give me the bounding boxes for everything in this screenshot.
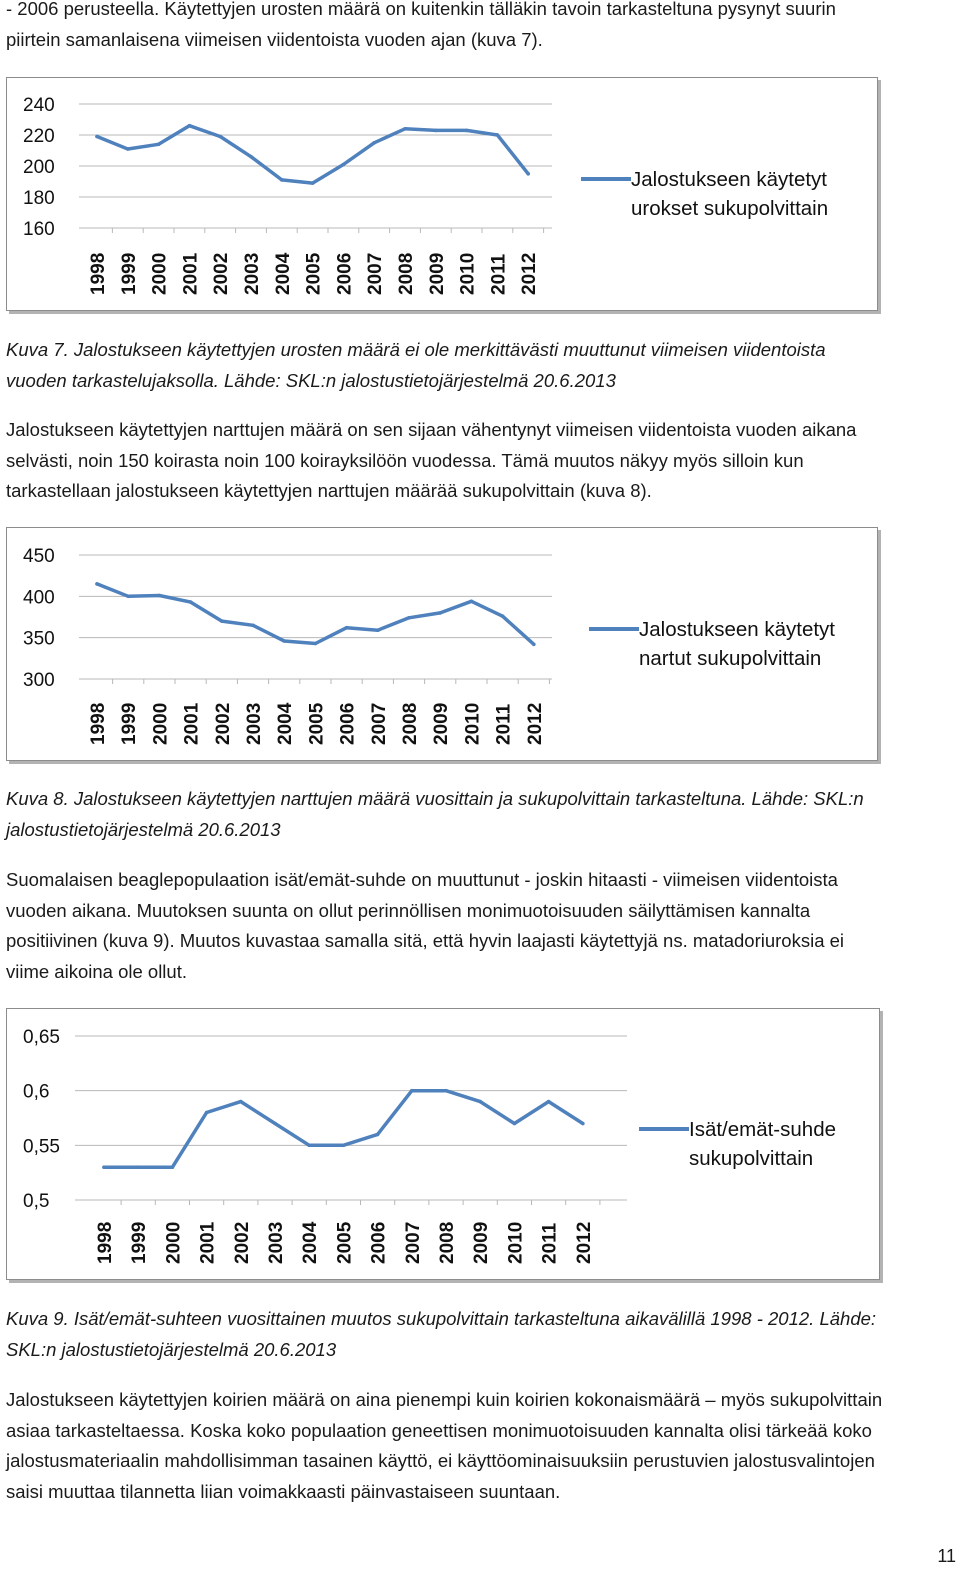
intro-paragraph bbox=[6, 0, 956, 55]
para3-line-3: positiivinen (kuva 9). Muutos kuvastaa samalla sitä, että hyvin laajasti käytettyjä ns. matadoriuroksia ei bbox=[6, 930, 845, 951]
paragraph-nartut bbox=[6, 415, 956, 507]
y-tick-label: 0,65 bbox=[23, 1027, 60, 1048]
y-tick-label: 0,6 bbox=[23, 1081, 50, 1103]
x-tick-label: 2005 bbox=[306, 702, 328, 745]
data-point bbox=[157, 143, 161, 147]
data-point bbox=[102, 1165, 106, 1169]
para4-line-1: Jalostukseen käytettyjen koirien määrä on aina pienempi kuin koirien kokonaismäärä – myös sukupolvittain bbox=[6, 1389, 883, 1410]
para4-line-3: jalostusmateriaalin mahdollisimman tasainen käyttö, ei käyttöominaisuuksiin perustuvien jalostusvalintojen bbox=[6, 1450, 875, 1471]
data-point bbox=[438, 611, 442, 615]
series-line bbox=[97, 584, 534, 644]
data-point bbox=[314, 642, 318, 646]
intro-line-2: piirtein samanlaisena viimeisen viidentoista vuoden ajan (kuva 7). bbox=[6, 28, 543, 50]
chart-urokset bbox=[6, 77, 878, 311]
para2-line-1: Jalostukseen käytettyjen narttujen määrä on sen sijaan vähentynyt viimeisen viidentoista vuoden aikana bbox=[6, 419, 857, 440]
para4-line-4: saisi muuttaa tilannetta liian voimakkaasti päinvastaiseen suuntaan. bbox=[6, 1480, 561, 1502]
x-tick-label: 2003 bbox=[266, 1221, 287, 1264]
data-point bbox=[189, 600, 193, 604]
chart-nartut bbox=[6, 527, 878, 761]
data-point bbox=[376, 628, 380, 632]
caption-9-line-2: SKL:n jalostustietojärjestelmä 20.6.2013 bbox=[6, 1338, 337, 1360]
y-tick-label: 200 bbox=[23, 157, 55, 178]
x-tick-label: 2005 bbox=[303, 252, 325, 295]
caption-9-line-1: Kuva 9. Isät/emät-suhteen vuosittainen muutos sukupolvittain tarkasteltuna aikavälillä 1998 - 2012. Lähde: bbox=[6, 1308, 877, 1329]
y-tick-label: 350 bbox=[23, 628, 55, 650]
para4-line-2: asiaa tarkasteltaessa. Koska koko populaation geneettisen monimuotoisuuden kannalta olisi tärkeää koko bbox=[6, 1419, 872, 1441]
para2-line-2: selvästi, noin 150 koirasta noin 100 koirayksilöön vuodessa. Tämä muutos näkyy myös silloin kun bbox=[6, 449, 804, 471]
para2-line-3: tarkastellaan jalostukseen käytettyjen narttujen määrää sukupolvittain (kuva 8). bbox=[6, 480, 652, 501]
caption-8-line-2: jalostustietojärjestelmä 20.6.2013 bbox=[6, 818, 281, 840]
data-point bbox=[220, 619, 224, 623]
chart-nartut-svg bbox=[7, 528, 877, 760]
x-tick-label: 2012 bbox=[573, 1221, 595, 1264]
y-tick-label: 300 bbox=[23, 670, 55, 691]
data-point bbox=[273, 1122, 277, 1126]
x-tick-label: 2008 bbox=[437, 1221, 458, 1264]
chart-isat-emat bbox=[6, 1008, 880, 1280]
x-tick-label: 2001 bbox=[181, 702, 203, 745]
x-tick-label: 2003 bbox=[244, 702, 265, 745]
x-tick-label: 1998 bbox=[88, 702, 109, 745]
data-point bbox=[282, 639, 286, 643]
x-tick-label: 2009 bbox=[426, 252, 448, 295]
data-point bbox=[470, 600, 474, 604]
para3-line-1: Suomalaisen beaglepopulaation isät/emät-suhde on muuttunut - joskin hitaasti - viimeisen viidentoista bbox=[6, 869, 838, 890]
data-point bbox=[410, 1089, 414, 1093]
y-tick-label: 240 bbox=[23, 95, 55, 116]
x-tick-label: 1999 bbox=[119, 702, 141, 745]
caption-kuva-8 bbox=[6, 784, 956, 845]
data-point bbox=[311, 181, 315, 185]
data-point bbox=[136, 1165, 140, 1169]
x-tick-label: 2010 bbox=[457, 252, 479, 295]
x-tick-label: 2006 bbox=[334, 252, 356, 295]
y-tick-label: 0,55 bbox=[23, 1136, 60, 1158]
data-point bbox=[407, 616, 411, 620]
data-point bbox=[158, 594, 162, 598]
x-tick-label: 1998 bbox=[88, 252, 109, 295]
paragraph-suhde bbox=[6, 865, 956, 987]
data-point bbox=[342, 163, 346, 167]
data-point bbox=[532, 643, 536, 647]
x-tick-label: 2002 bbox=[231, 1221, 253, 1264]
x-tick-label: 1999 bbox=[129, 1221, 151, 1264]
x-tick-label: 2002 bbox=[211, 252, 233, 295]
series-line bbox=[104, 1091, 583, 1168]
data-point bbox=[205, 1111, 209, 1115]
x-tick-label: 2000 bbox=[149, 252, 171, 295]
x-tick-label: 2007 bbox=[368, 702, 390, 745]
x-tick-label: 1998 bbox=[95, 1221, 116, 1264]
x-tick-label: 2007 bbox=[402, 1221, 424, 1264]
data-point bbox=[95, 582, 99, 586]
x-tick-label: 2009 bbox=[471, 1221, 493, 1264]
data-point bbox=[403, 127, 407, 131]
data-point bbox=[372, 141, 376, 145]
data-point bbox=[188, 124, 192, 128]
data-point bbox=[547, 1100, 551, 1104]
x-tick-label: 2011 bbox=[488, 253, 510, 295]
caption-7-line-2: vuoden tarkastelujaksolla. Lähde: SKL:n jalostustietojärjestelmä 20.6.2013 bbox=[6, 369, 616, 391]
y-tick-label: 400 bbox=[23, 587, 55, 609]
caption-8-line-1: Kuva 8. Jalostukseen käytettyjen narttujen määrä vuosittain ja sukupolvittain tarkasteltuna. Lähde: SKL:n bbox=[6, 788, 864, 809]
x-tick-label: 2010 bbox=[505, 1221, 527, 1264]
data-point bbox=[307, 1144, 311, 1148]
para3-line-2: vuoden aikana. Muutoksen suunta on ollut perinnöllisen monimuotoisuuden säilyttämisen kannalta bbox=[6, 899, 811, 921]
x-tick-label: 2011 bbox=[493, 703, 515, 745]
data-point bbox=[496, 133, 500, 137]
x-tick-label: 2000 bbox=[150, 702, 172, 745]
data-point bbox=[526, 172, 530, 176]
x-tick-label: 2011 bbox=[539, 1222, 561, 1264]
legend-label-line-2: urokset sukupolvittain bbox=[631, 197, 829, 220]
x-tick-label: 1999 bbox=[118, 252, 140, 295]
x-tick-label: 2001 bbox=[180, 252, 202, 295]
y-tick-label: 220 bbox=[23, 126, 55, 147]
legend-label-line-2: nartut sukupolvittain bbox=[639, 647, 822, 670]
data-point bbox=[95, 135, 99, 139]
data-point bbox=[171, 1165, 175, 1169]
data-point bbox=[251, 624, 255, 628]
x-tick-label: 2004 bbox=[272, 252, 294, 295]
data-point bbox=[345, 626, 349, 630]
paragraph-jalostusmateriaali bbox=[6, 1385, 956, 1507]
data-point bbox=[444, 1089, 448, 1093]
data-point bbox=[218, 135, 222, 139]
x-tick-label: 2003 bbox=[242, 252, 263, 295]
data-point bbox=[465, 129, 469, 133]
caption-7-line-1: Kuva 7. Jalostukseen käytettyjen urosten määrä ei ole merkittävästi muuttunut viimeisen viidentoista bbox=[6, 339, 826, 360]
y-tick-label: 0,5 bbox=[23, 1191, 50, 1212]
data-point bbox=[280, 178, 284, 182]
data-point bbox=[513, 1122, 517, 1126]
x-tick-label: 2001 bbox=[197, 1221, 219, 1264]
x-tick-label: 2004 bbox=[275, 702, 297, 745]
legend-label-line-1: Isät/emät-suhde bbox=[689, 1118, 836, 1141]
x-tick-label: 2000 bbox=[163, 1221, 185, 1264]
x-tick-label: 2006 bbox=[368, 1221, 390, 1264]
legend-label-line-2: sukupolvittain bbox=[689, 1147, 814, 1170]
para3-line-4: viime aikoina ole ollut. bbox=[6, 960, 187, 982]
page-number: 11 bbox=[937, 1546, 956, 1566]
chart-isat-emat-svg bbox=[7, 1009, 879, 1279]
caption-kuva-7 bbox=[6, 335, 956, 396]
data-point bbox=[126, 595, 130, 599]
data-point bbox=[126, 147, 130, 151]
data-point bbox=[501, 614, 505, 618]
data-point bbox=[581, 1122, 585, 1126]
y-tick-label: 450 bbox=[23, 546, 55, 567]
data-point bbox=[249, 155, 253, 159]
x-tick-label: 2007 bbox=[365, 252, 387, 295]
data-point bbox=[434, 129, 438, 133]
data-point bbox=[342, 1144, 346, 1148]
chart-urokset-svg bbox=[7, 78, 877, 310]
data-point bbox=[478, 1100, 482, 1104]
intro-line-1: - 2006 perusteella. Käytettyjen urosten määrä on kuitenkin tälläkin tavoin tarkasteltuna pysynyt suurin bbox=[6, 0, 836, 19]
x-tick-label: 2012 bbox=[519, 252, 541, 295]
x-tick-label: 2006 bbox=[337, 702, 359, 745]
legend-label-line-1: Jalostukseen käytetyt bbox=[639, 618, 835, 641]
series-line bbox=[97, 126, 528, 183]
x-tick-label: 2008 bbox=[396, 252, 417, 295]
y-tick-label: 160 bbox=[23, 219, 55, 240]
x-tick-label: 2002 bbox=[212, 702, 234, 745]
x-tick-label: 2010 bbox=[462, 702, 484, 745]
data-point bbox=[376, 1133, 380, 1137]
caption-kuva-9 bbox=[6, 1304, 956, 1365]
x-tick-label: 2005 bbox=[334, 1221, 356, 1264]
data-point bbox=[239, 1100, 243, 1104]
legend-label-line-1: Jalostukseen käytetyt bbox=[631, 168, 827, 191]
x-tick-label: 2009 bbox=[431, 702, 453, 745]
x-tick-label: 2012 bbox=[524, 702, 546, 745]
x-tick-label: 2004 bbox=[300, 1221, 322, 1264]
x-tick-label: 2008 bbox=[400, 702, 421, 745]
y-tick-label: 180 bbox=[23, 188, 55, 209]
